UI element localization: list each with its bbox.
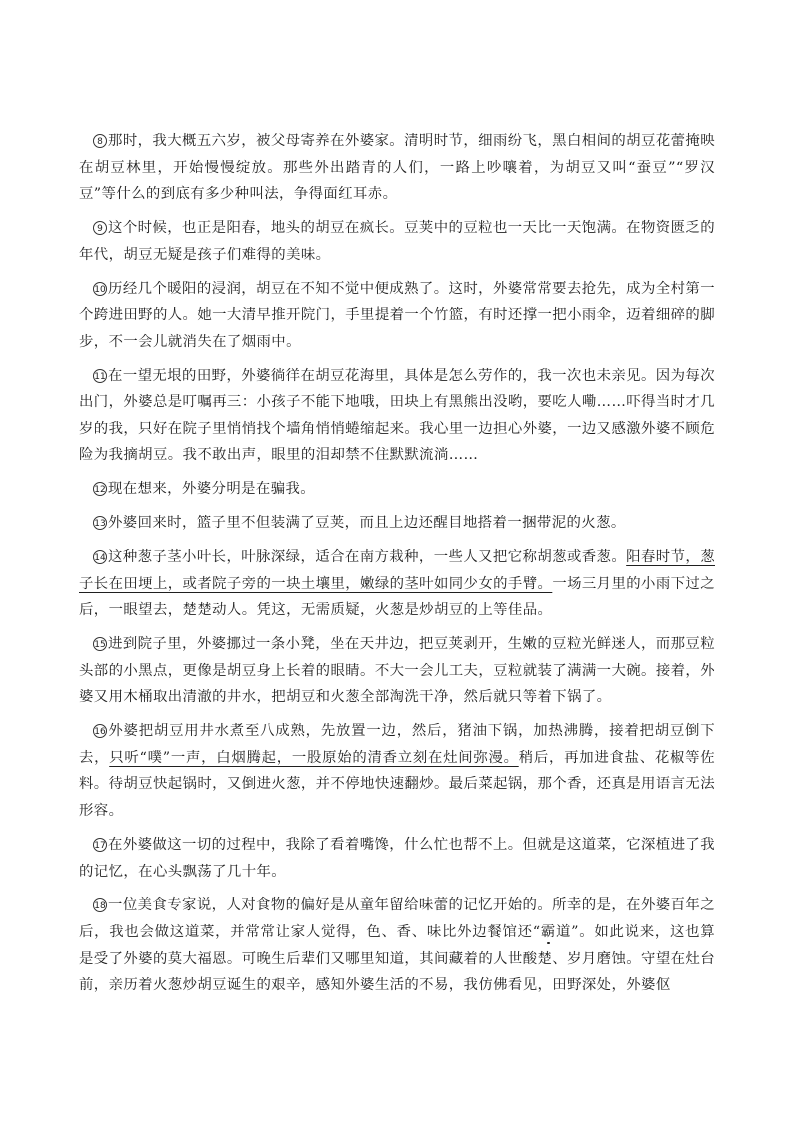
paragraph-text: 进到院子里，外婆挪过一条小凳，坐在天井边，把豆荚剥开，生嫩的豆粒光鲜迷人，而那豆粒头部的小黑点，更像是胡豆身上长着的眼睛。不大一会儿工夫，豆粒就装了满满一大碗。接着，外婆又用木桶取出清澈的井水，把胡豆和火葱全部淘洗干净，然后就只等着下锅了。: [79, 636, 715, 706]
paragraph-text: 现在想来，外婆分明是在骗我。: [108, 481, 316, 498]
paragraph-13: [79, 510, 715, 537]
paragraph-text: 稍后，再加进食盐、花椒等佐料。待胡豆快起锅时，又倒进火葱，并不停地快速翻炒。最后菜起锅，那个香，还真是用语言无法形容。: [79, 749, 715, 820]
paragraph-number: 11: [93, 369, 107, 383]
underlined-text: 阳春时节，葱子长在田埂上，或者院子旁的一块土壤里，嫩绿的茎叶如同少女的手臂。: [79, 549, 715, 592]
paragraph-number: 14: [93, 550, 107, 564]
paragraph-number: 16: [93, 724, 107, 738]
paragraph-11: [79, 363, 715, 469]
underlined-text: 只听“噗”一声，白烟腾起，一股原始的清香立刻在灶间弥漫。: [109, 749, 519, 766]
paragraph-number: 8: [93, 134, 107, 148]
paragraph-number: 18: [93, 898, 107, 912]
paragraph-16: [79, 718, 715, 824]
paragraph-text: 道”。如此说来，这也算是受了外婆的莫大福恩。可晚生后辈们又哪里知道，其间藏着的人世酸楚、岁月磨蚀。守望在灶台前，亲历着火葱炒胡豆诞生的艰辛，感知外婆生活的不易，我仿佛看见，田野深处，外婆伛: [79, 924, 715, 994]
paragraph-number: 9: [93, 221, 107, 235]
paragraph-15: [79, 631, 715, 711]
paragraph-text: 这个时候，也正是阳春，地头的胡豆在疯长。豆荚中的豆粒也一天比一天饱满。在物资匮乏的年代，胡豆无疑是孩子们难得的美味。: [79, 220, 715, 263]
paragraph-text: 一场三月里的小雨下过之后，一眼望去，楚楚动人。凭这，无需质疑，火葱是炒胡豆的上等佳品。: [79, 575, 716, 619]
paragraph-17: [79, 832, 715, 885]
paragraph-text: 历经几个暖阳的浸润，胡豆在不知不觉中便成熟了。这时，外婆常常要去抢先，成为全村第一个跨进田野的人。她一大清早推开院门，手里提着一个竹篮，有时还撑一把小雨伞，迈着细碎的脚步，不一会儿就消失在了烟雨中。: [79, 280, 715, 350]
paragraph-text: 在外婆做这一切的过程中，我除了看着嘴馋，什么忙也帮不上。但就是这道菜，它深植进了我的记忆，在心头飘荡了几十年。: [79, 836, 715, 880]
paragraph-text: 一位美食专家说，人对食物的偏好是从童年留给味蕾的记忆开始的。所幸的是，在外婆百年之后，我也会做这道菜，并常常让家人觉得，色、香、味比外边餐馆还“: [79, 897, 715, 940]
paragraph-9: [79, 215, 715, 268]
paragraph-10: [79, 276, 715, 356]
paragraph-12: [79, 476, 715, 503]
paragraph-8: [79, 128, 715, 208]
paragraph-text: 这种葱子茎小叶长，叶脉深绿，适合在南方栽种，一些人又把它称胡葱或香葱。: [108, 549, 627, 566]
paragraph-number: 13: [93, 516, 107, 530]
emphasis-dot-text: 霸: [540, 924, 556, 940]
paragraph-18: [79, 892, 715, 998]
paragraph-14: [79, 544, 715, 624]
paragraph-number: 15: [93, 637, 107, 651]
paragraph-number: 17: [93, 838, 107, 852]
paragraph-number: 12: [93, 482, 107, 496]
document-page: [79, 128, 715, 1006]
paragraph-text: 在一望无垠的田野，外婆徜徉在胡豆花海里，具体是怎么劳作的，我一次也未亲见。因为每次出门，外婆总是叮嘱再三：小孩子不能下地哦，田块上有黑熊出没哟，要吃人嘞……吓得当时才几岁的我，只好在院子里悄悄找个墙角悄悄蜷缩起来。我心里一边担心外婆，一边又感激外婆不顾危险为我摘胡豆。我不敢出声，眼里的泪却禁不住默默流淌……: [79, 367, 715, 464]
paragraph-text: 外婆回来时，篮子里不但装满了豆荚，而且上边还醒目地搭着一捆带泥的火葱。: [108, 515, 626, 532]
paragraph-number: 10: [93, 282, 107, 296]
paragraph-text: 外婆把胡豆用井水煮至八成熟，先放置一边，然后，猪油下锅，加热沸腾，接着把胡豆倒下去，: [79, 723, 715, 766]
paragraph-text: 那时，我大概五六岁，被父母寄养在外婆家。清明时节，细雨纷飞，黑白相间的胡豆花蕾掩映在胡豆林里，开始慢慢绽放。那些外出踏青的人们，一路上吵嚷着，为胡豆又叫“蚕豆”“罗汉豆”等什么的到底有多少种叫法，争得面红耳赤。: [79, 133, 715, 203]
